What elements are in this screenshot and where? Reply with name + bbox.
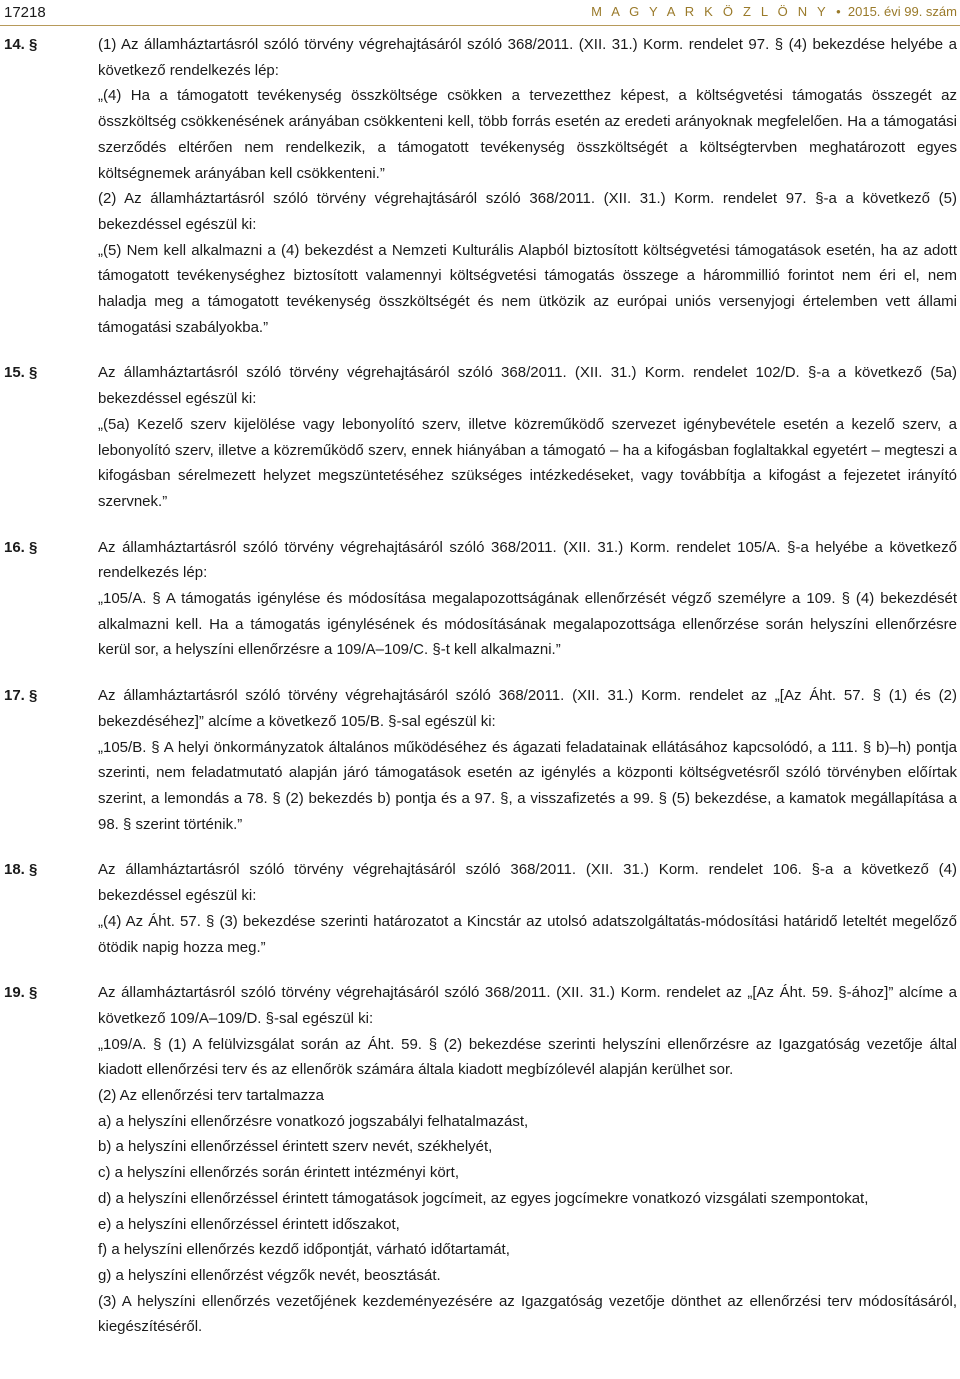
section-number: 19. § (4, 984, 38, 1002)
quoted-paragraph: „105/A. § A támogatás igénylése és módosítása megalapozottságának ellenőrzését végző személyre a 109. § (4) bekezdését alkalmazni kell. Ha a támogatás igénylésének és módosításának megalapozottsága ellenőrzése során helyszíni ellenőrzésre kerül sor, a helyszíni ellenőrzésre a 109/A–109/C. §-t kell alkalmazni.” (98, 590, 957, 659)
paragraph: Az államháztartásról szóló törvény végrehajtásáról szóló 368/2011. (XII. 31.) Korm. rendelet az „[Az Áht. 57. § (1) és (2) bekezdéséhez]” alcíme a következő 105/B. §-sal egészül ki: (98, 687, 957, 730)
paragraph: Az államháztartásról szóló törvény végrehajtásáról szóló 368/2011. (XII. 31.) Korm. rendelet az „[Az Áht. 59. §-ához]” alcíme a következő 109/A–109/D. §-sal egészül ki: (98, 984, 957, 1027)
paragraph: (2) Az államháztartásról szóló törvény végrehajtásáról szóló 368/2011. (XII. 31.) Korm. rendelet 97. §-a a következő (5) bekezdéssel egészül ki: (98, 190, 957, 233)
section-number: 15. § (4, 364, 38, 382)
page-header (0, 0, 960, 28)
list-item: e) a helyszíni ellenőrzéssel érintett időszakot, (98, 1215, 400, 1233)
quoted-paragraph: „109/A. § (1) A felülvizsgálat során az Áht. 59. § (2) bekezdése szerinti helyszíni ellenőrzésre az Igazgatóság vezetője által kiadott ellenőrzési terv és az ellenőrök számára általa kiadott megbízólevél alapján kerülhet sor. (98, 1035, 957, 1079)
paragraph: (3) A helyszíni ellenőrzés vezetőjének kezdeményezésére az Igazgatóság vezetője dönthet az ellenőrzési terv módosításáról, kiegészítéséről. (98, 1292, 957, 1336)
section-19 (0, 980, 960, 1340)
section-16 (0, 535, 960, 664)
issue-label: 2015. évi 99. szám (847, 4, 957, 19)
list-item: a) a helyszíni ellenőrzésre vonatkozó jogszabályi felhatalmazást, (98, 1112, 529, 1130)
list-item: b) a helyszíni ellenőrzéssel érintett szerv nevét, székhelyét, (98, 1138, 493, 1156)
paragraph: Az államháztartásról szóló törvény végrehajtásáról szóló 368/2011. (XII. 31.) Korm. rendelet 102/D. §-a a következő (5a) bekezdéssel egészül ki: (98, 364, 957, 408)
section-18 (0, 857, 960, 960)
paragraph: (1) Az államháztartásról szóló törvény végrehajtásáról szóló 368/2011. (XII. 31.) Korm. rendelet 97. § (4) bekezdése helyébe a következő rendelkezés lép: (98, 36, 957, 79)
running-title (591, 4, 957, 19)
section-number: 16. § (4, 538, 38, 556)
section-number: 14. § (4, 36, 38, 53)
quoted-paragraph: „105/B. § A helyi önkormányzatok általános működéséhez és ágazati feladatainak ellátásához kapcsolódó, a 111. § b)–h) pontja szerinti, nem feladatmutató alapján járó támogatások esetén az igénylés a központi költségvetésről szóló törvényben előírtak szerint, a lemondás a 78. § (2) bekezdés b) pontja és a 97. §, a visszafizetés a 99. § (5) bekezdése, a kamatok megállapítása a 98. § szerint történik.” (98, 738, 957, 833)
header-bullet: • (836, 4, 841, 19)
list-intro: (2) Az ellenőrzési terv tartalmazza (98, 1087, 324, 1105)
section-14 (0, 32, 960, 340)
list-item: f) a helyszíni ellenőrzés kezdő időpontját, várható időtartamát, (98, 1241, 510, 1259)
paragraph: Az államháztartásról szóló törvény végrehajtásáról szóló 368/2011. (XII. 31.) Korm. rendelet 106. §-a a következő (4) bekezdéssel egészül ki: (98, 861, 957, 905)
paragraph: Az államháztartásról szóló törvény végrehajtásáról szóló 368/2011. (XII. 31.) Korm. rendelet 105/A. §-a helyébe a következő rendelkezés lép: (98, 538, 957, 582)
header-rule (0, 25, 960, 26)
quoted-paragraph: „(5) Nem kell alkalmazni a (4) bekezdést a Nemzeti Kulturális Alapból biztosított költségvetési támogatások esetén, ha az adott támogatott tevékenységhez biztosított valamennyi költségvetési támogatás összege a hárommillió forintot nem éri el, nem haladja meg a támogatott tevékenység összköltségét és nem ütközik az európai uniós versenyjogi értelemben vett állami támogatási szabályokba.” (98, 241, 957, 336)
section-17 (0, 683, 960, 837)
section-number: 18. § (4, 861, 38, 879)
page-number: 17218 (4, 4, 46, 21)
list-item: c) a helyszíni ellenőrzés során érintett intézményi kört, (98, 1164, 459, 1182)
journal-name: M A G Y A R K Ö Z L Ö N Y (591, 4, 829, 19)
list-item: g) a helyszíni ellenőrzést végzők nevét, beosztását. (98, 1266, 441, 1284)
quoted-paragraph: „(4) Az Áht. 57. § (3) bekezdése szerinti határozatot a Kincstár az utolsó adatszolgáltatás-módosítási határidő leteltét megelőző ötödik napig hozza meg.” (98, 912, 957, 956)
document-body (0, 32, 960, 1340)
quoted-paragraph: „(5a) Kezelő szerv kijelölése vagy lebonyolító szerv, illetve közreműködő szervezet igénybevétele esetén a kezelő szerv, a lebonyolító szerv, illetve a közreműködő szerv, ennek hiányában a támogató – ha a kifogásban foglaltakkal egyetért – megteszi a kifogásban sérelmezett helyzet megszüntetéséhez szükséges intézkedéseket, vagy továbbítja a kifogást a fejezetet irányító szervnek.” (98, 415, 957, 510)
section-number: 17. § (4, 687, 38, 705)
list-item: d) a helyszíni ellenőrzéssel érintett támogatások jogcímeit, az egyes jogcímekre vonatkozó vizsgálati szempontokat, (98, 1189, 869, 1207)
quoted-paragraph: „(4) Ha a támogatott tevékenység összköltsége csökken a tervezetthez képest, a költségvetési támogatás összegét az összköltség csökkenésének arányában csökkenteni kell, több forrás esetén az eredeti arányoknak megfelelően. Ha a támogatási szerződés eltérően nem rendelkezik, a támogatott tevékenység összköltségét a költségtervben meghatározott egyes költségnemek arányában kell csökkenteni.” (98, 87, 957, 182)
section-15 (0, 360, 960, 514)
